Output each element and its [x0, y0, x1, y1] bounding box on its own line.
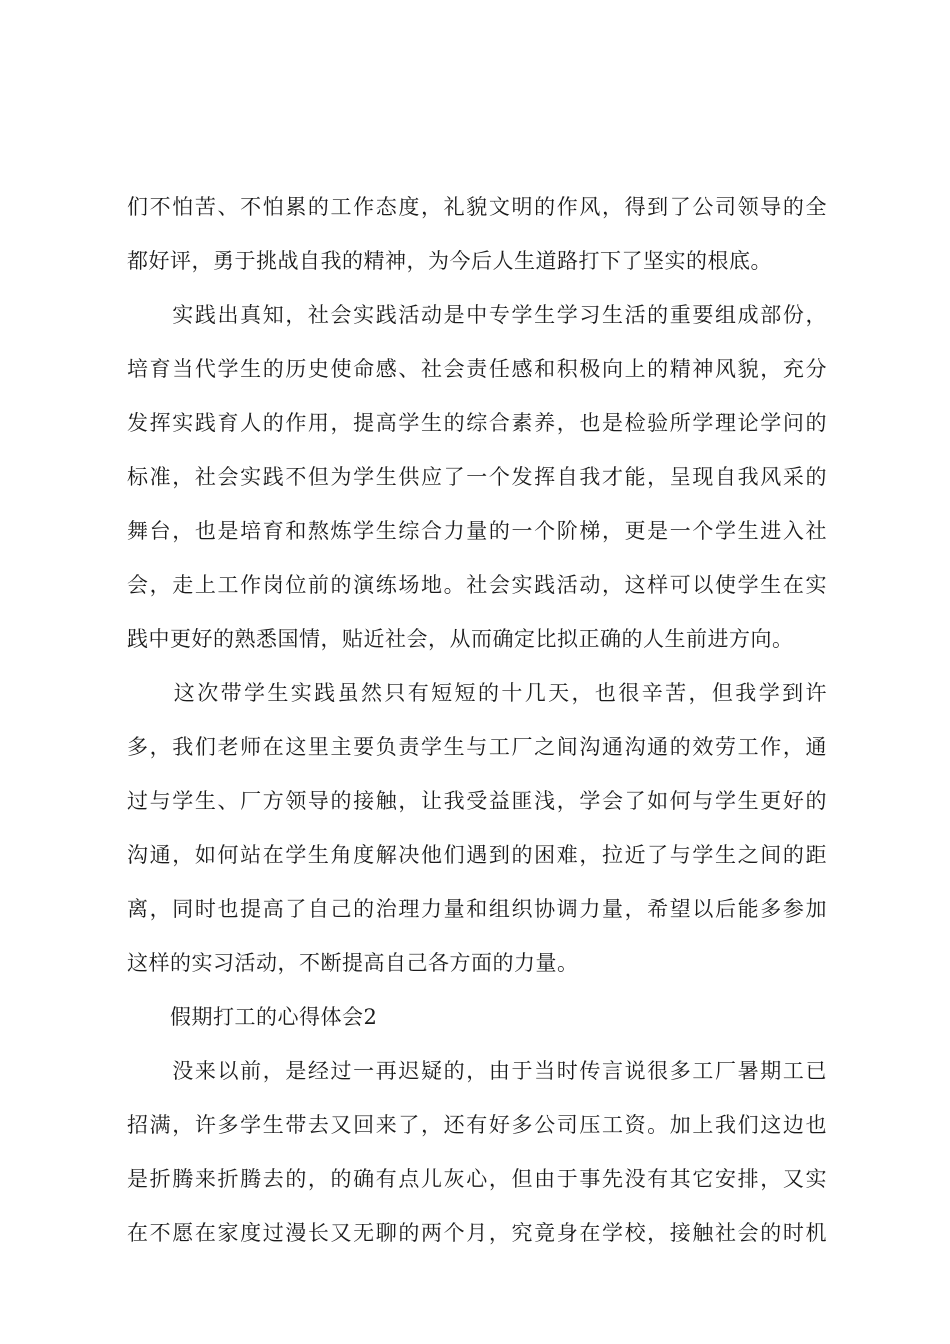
text-line: 招满，许多学生带去又回来了，还有好多公司压工资。加上我们这边也 [127, 1113, 827, 1137]
text-line: 离，同时也提高了自己的治理力量和组织协调力量，希望以后能多参加 [127, 897, 827, 921]
text-line: 标准，社会实践不但为学生供应了一个发挥自我才能，呈现自我风采的 [127, 465, 827, 489]
text-line: 都好评，勇于挑战自我的精神，为今后人生道路打下了坚实的根底。 [127, 249, 772, 273]
text-line: 在不愿在家度过漫长又无聊的两个月，究竟身在学校，接触社会的时机 [127, 1221, 827, 1245]
text-line: 实践出真知，社会实践活动是中专学生学习生活的重要组成部份， [127, 303, 827, 327]
text-line: 发挥实践育人的作用，提高学生的综合素养，也是检验所学理论学问的 [127, 411, 827, 435]
paragraph-3 [127, 666, 827, 990]
paragraph-2 [127, 288, 827, 666]
text-line: 沟通，如何站在学生角度解决他们遇到的困难，拉近了与学生之间的距 [127, 843, 827, 867]
text-line: 舞台，也是培育和熬炼学生综合力量的一个阶梯，更是一个学生进入社 [127, 519, 827, 543]
text-line: 培育当代学生的历史使命感、社会责任感和积极向上的精神风貌，充分 [127, 357, 827, 381]
text-line: 这次带学生实践虽然只有短短的十几天，也很辛苦，但我学到许 [127, 681, 827, 705]
text-line: 会，走上工作岗位前的演练场地。社会实践活动，这样可以使学生在实 [127, 573, 827, 597]
text-line: 过与学生、厂方领导的接触，让我受益匪浅，学会了如何与学生更好的 [127, 789, 827, 813]
section-heading-text: 假期打工的心得体会2 [127, 1005, 378, 1029]
text-line: 多，我们老师在这里主要负责学生与工厂之间沟通沟通的效劳工作，通 [127, 735, 827, 759]
text-line: 是折腾来折腾去的，的确有点儿灰心，但由于事先没有其它安排，又实 [127, 1167, 827, 1191]
paragraph-4 [127, 1044, 827, 1260]
text-line: 们不怕苦、不怕累的工作态度，礼貌文明的作风，得到了公司领导的全 [127, 195, 827, 219]
section-heading [127, 990, 827, 1044]
text-line: 没来以前，是经过一再迟疑的，由于当时传言说很多工厂暑期工已 [127, 1059, 827, 1083]
text-line: 践中更好的熟悉国情，贴近社会，从而确定比拟正确的人生前进方向。 [127, 627, 794, 651]
document-body [127, 180, 827, 1260]
paragraph-1 [127, 180, 827, 288]
text-line: 这样的实习活动，不断提高自己各方面的力量。 [127, 951, 579, 975]
